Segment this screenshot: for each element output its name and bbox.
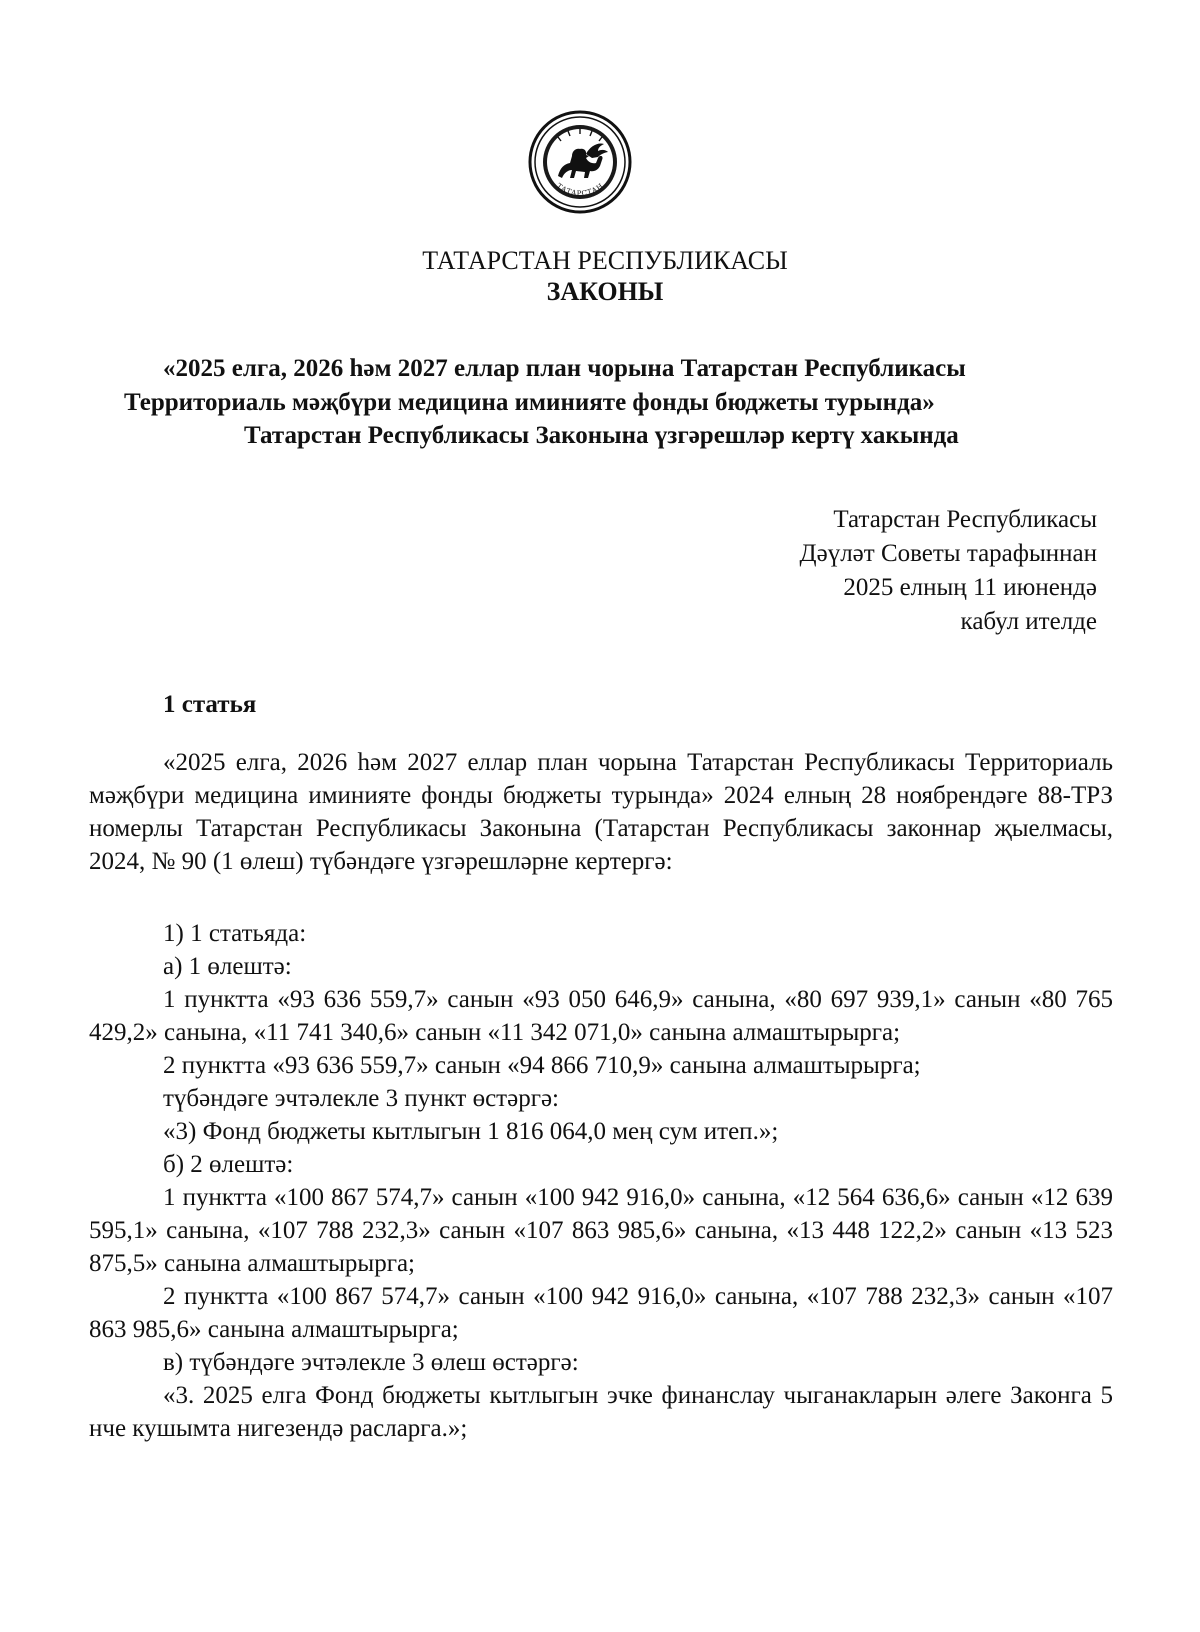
list-item: 2 пунктта «93 636 559,7» санын «94 866 710,9» санына алмаштырырга;: [163, 1052, 921, 1079]
article-intro: «2025 елга, 2026 һәм 2027 еллар план чорына Татарстан Республикасы Территориаль мәҗбүри медицина иминияте фонды бюджеты турында» 2024 елның 28 ноябрендәге 88-ТРЗ номерлы Татарстан Республикасы Законына (Татарстан Республикасы законнар җыелмасы, 2024, № 90 (1 өлеш) түбәндәге үзгәрешләрне кертергә:: [89, 749, 1113, 875]
adoption-line-4: кабул ителде: [960, 608, 1097, 635]
list-item: 2 пунктта «100 867 574,7» санын «100 942 916,0» санына, «107 788 232,3» санын «107 863 985,6» санына алмаштырырга;: [89, 1283, 1113, 1343]
list-item: б) 2 өлештә:: [163, 1151, 294, 1178]
list-item: в) түбәндәге эчтәлекле 3 өлеш өстәргә:: [163, 1349, 579, 1376]
emblem: [528, 110, 632, 214]
adoption-line-3: 2025 елның 11 июнендә: [843, 574, 1097, 601]
republic-heading: ТАТАРСТАН РЕСПУБЛИКАСЫ: [422, 246, 788, 275]
adoption-block: [800, 503, 1097, 639]
article-intro-block: [89, 746, 1113, 878]
law-title-line-2: Территориаль мәҗбүри медицина иминияте фонды бюджеты турында»: [124, 389, 935, 416]
list-item: а) 1 өлештә:: [163, 953, 292, 980]
adoption-line-2: Дәүләт Советы тарафыннан: [799, 540, 1097, 567]
list-item: 1) 1 статьяда:: [163, 920, 307, 947]
emblem-inscription: ТАТАРСТАН: [555, 181, 605, 198]
list-item: 1 пунктта «93 636 559,7» санын «93 050 646,9» санына, «80 697 939,1» санын «80 765 429,2» санына, «11 741 340,6» санын «11 342 071,0» санына алмаштырырга;: [89, 986, 1113, 1046]
article-heading: 1 статья: [163, 691, 257, 718]
list-item: түбәндәге эчтәлекле 3 пункт өстәргә:: [163, 1085, 559, 1112]
list-item: 1 пунктта «100 867 574,7» санын «100 942 916,0» санына, «12 564 636,6» санын «12 639 595,1» санына, «107 788 232,3» санын «107 863 985,6» санына, «13 448 122,2» санын «13 523 875,5» санына алмаштырырга;: [89, 1184, 1113, 1277]
law-title-line-1: «2025 елга, 2026 һәм 2027 еллар план чорына Татарстан Республикасы: [163, 355, 966, 382]
law-heading: ЗАКОНЫ: [546, 277, 664, 306]
article-items-block: [89, 917, 1113, 1445]
tatarstan-emblem-icon: [528, 110, 632, 214]
adoption-line-1: Татарстан Республикасы: [833, 506, 1097, 533]
law-title-line-3: Татарстан Республикасы Законына үзгәрешләр кертү хакында: [244, 422, 959, 449]
list-item: «3. 2025 елга Фонд бюджеты кытлыгын эчке финанслау чыганакларын әлеге Законга 5 нче кушымта нигезендә расларга.»;: [89, 1382, 1113, 1442]
list-item: «3) Фонд бюджеты кытлыгын 1 816 064,0 мең сум итеп.»;: [163, 1118, 779, 1145]
